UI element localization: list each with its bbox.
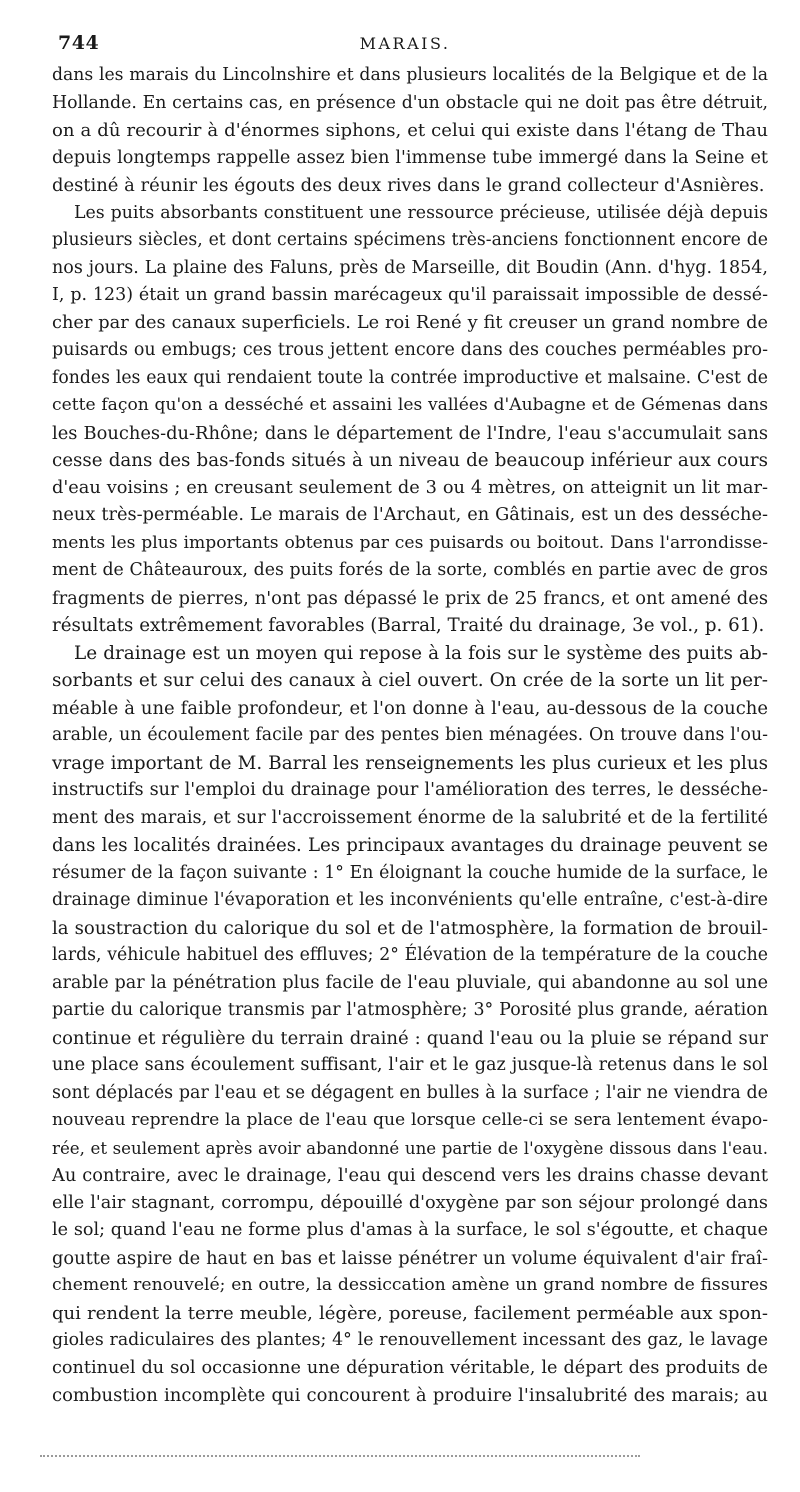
text-line: sorbants et sur celui des canaux à ciel ouvert. On crée de la sorte un lit per- — [52, 670, 768, 691]
text-line: arable, un écoulement facile par des pentes bien ménagées. On trouve dans l'ou- — [52, 725, 768, 745]
text-line: le sol; quand l'eau ne forme plus d'amas à la surface, le sol s'égoutte, et chaque — [52, 1220, 768, 1240]
text-line: sont déplacés par l'eau et se dégagent en bulles à la surface ; l'air ne viendra de — [52, 1082, 768, 1103]
text-line: cette façon qu'on a desséché et assaini les vallées d'Aubagne et de Gémenas dans — [52, 395, 768, 415]
text-line: dans les localités drainées. Les principaux avantages du drainage peuvent se — [52, 835, 768, 856]
running-head: MARAIS. — [359, 34, 451, 53]
text-line: partie du calorique transmis par l'atmosphère; 3° Porosité plus grande, aération — [52, 1000, 768, 1020]
text-line: plusieurs siècles, et dont certains spécimens très-anciens fonctionnent encore de — [52, 230, 768, 250]
text-line: combustion incomplète qui concourent à produire l'insalubrité des marais; au — [52, 1385, 768, 1406]
text-line: puisards ou embugs; ces trous jettent encore dans des couches perméables pro- — [52, 340, 768, 360]
text-line: fondes les eaux qui rendaient toute la contrée improductive et malsaine. C'est de — [52, 367, 768, 388]
text-line: lards, véhicule habituel des effluves; 2° Élévation de la température de la couche — [52, 945, 768, 965]
page-number: 744 — [58, 32, 100, 54]
text-line: Le drainage est un moyen qui repose à la fois sur le système des puits ab- — [74, 642, 768, 664]
text-line: depuis longtemps rappelle assez bien l'immense tube immergé dans la Seine et — [52, 147, 768, 168]
text-line: ment des marais, et sur l'accroissement énorme de la salubrité et de la fertilité — [52, 807, 768, 828]
text-line: méable à une faible profondeur, et l'on donne à l'eau, au-dessous de la couche — [52, 697, 768, 719]
text-line: résumer de la façon suivante : 1° En éloignant la couche humide de la surface, le — [52, 862, 768, 883]
text-line: fragments de pierres, n'ont pas dépassé le prix de 25 francs, et ont amené des — [52, 587, 768, 609]
text-line: neux très-perméable. Le marais de l'Archaut, en Gâtinais, est un des desséche- — [52, 505, 768, 525]
text-line: gioles radiculaires des plantes; 4° le renouvellement incessant des gaz, le lavage — [52, 1330, 768, 1350]
text-line: Hollande. En certains cas, en présence d'un obstacle qui ne doit pas être détruit, — [52, 92, 768, 113]
text-line: continue et régulière du terrain drainé : quand l'eau ou la pluie se répand sur — [52, 1027, 768, 1049]
text-line: la soustraction du calorique du sol et de l'atmosphère, la formation de brouil- — [52, 917, 768, 939]
text-line: I, p. 123) était un grand bassin marécageux qu'il paraissait impossible de dessé- — [52, 285, 768, 305]
text-line: vrage important de M. Barral les renseignements les plus curieux et les plus — [52, 752, 768, 774]
footer-rule — [40, 1455, 640, 1457]
text-line: qui rendent la terre meuble, légère, poreuse, facilement perméable aux spon- — [52, 1302, 768, 1324]
text-line: ments les plus importants obtenus par ces puisards ou boitout. Dans l'arrondisse- — [52, 532, 768, 553]
text-line: cesse dans des bas-fonds situés à un niveau de beaucoup inférieur aux cours — [52, 450, 768, 471]
text-line: rée, et seulement après avoir abandonné une partie de l'oxygène dissous dans l'eau. — [52, 1138, 768, 1158]
text-line: d'eau voisins ; en creusant seulement de 3 ou 4 mètres, on atteignit un lit mar- — [52, 477, 768, 498]
text-line: nouveau reprendre la place de l'eau que lorsque celle-ci se sera lentement évapo- — [52, 1110, 768, 1130]
text-line: Les puits absorbants constituent une ressource précieuse, utilisée déjà depuis — [74, 202, 768, 223]
text-line: continuel du sol occasionne une dépuration véritable, le départ des produits de — [52, 1357, 768, 1378]
text-line: résultats extrêmement favorables (Barral, Traité du drainage, 3e vol., p. 61). — [52, 615, 765, 636]
text-line: chement renouvelé; en outre, la dessiccation amène un grand nombre de fissures — [52, 1275, 768, 1295]
text-line: les Bouches-du-Rhône; dans le département de l'Indre, l'eau s'accumulait sans — [52, 422, 768, 444]
text-line: nos jours. La plaine des Faluns, près de Marseille, dit Boudin (Ann. d'hyg. 1854, — [52, 257, 768, 278]
text-line: elle l'air stagnant, corrompu, dépouillé d'oxygène par son séjour prolongé dans — [52, 1192, 768, 1213]
text-line: dans les marais du Lincolnshire et dans plusieurs localités de la Belgique et de la — [52, 65, 768, 85]
text-line: arable par la pénétration plus facile de l'eau pluviale, qui abandonne au sol une — [52, 972, 768, 993]
text-line: une place sans écoulement suffisant, l'air et le gaz jusque-là retenus dans le sol — [52, 1055, 768, 1075]
text-line: cher par des canaux superficiels. Le roi René y fit creuser un grand nombre de — [52, 312, 768, 333]
page-header — [48, 30, 762, 64]
body-text — [52, 62, 768, 1410]
text-line: goutte aspire de haut en bas et laisse pénétrer un volume équivalent d'air fraî- — [52, 1247, 768, 1269]
text-line: ment de Châteauroux, des puits forés de la sorte, comblés en partie avec de gros — [52, 560, 768, 580]
text-line: on a dû recourir à d'énormes siphons, et celui qui existe dans l'étang de Thau — [52, 120, 768, 141]
text-line: drainage diminue l'évaporation et les inconvénients qu'elle entraîne, c'est-à-dire — [52, 890, 768, 910]
text-line: Au contraire, avec le drainage, l'eau qui descend vers les drains chasse devant — [52, 1165, 768, 1186]
text-line: destiné à réunir les égouts des deux rives dans le grand collecteur d'Asnières. — [52, 175, 765, 196]
text-line: instructifs sur l'emploi du drainage pour l'amélioration des terres, le desséche- — [52, 780, 768, 800]
